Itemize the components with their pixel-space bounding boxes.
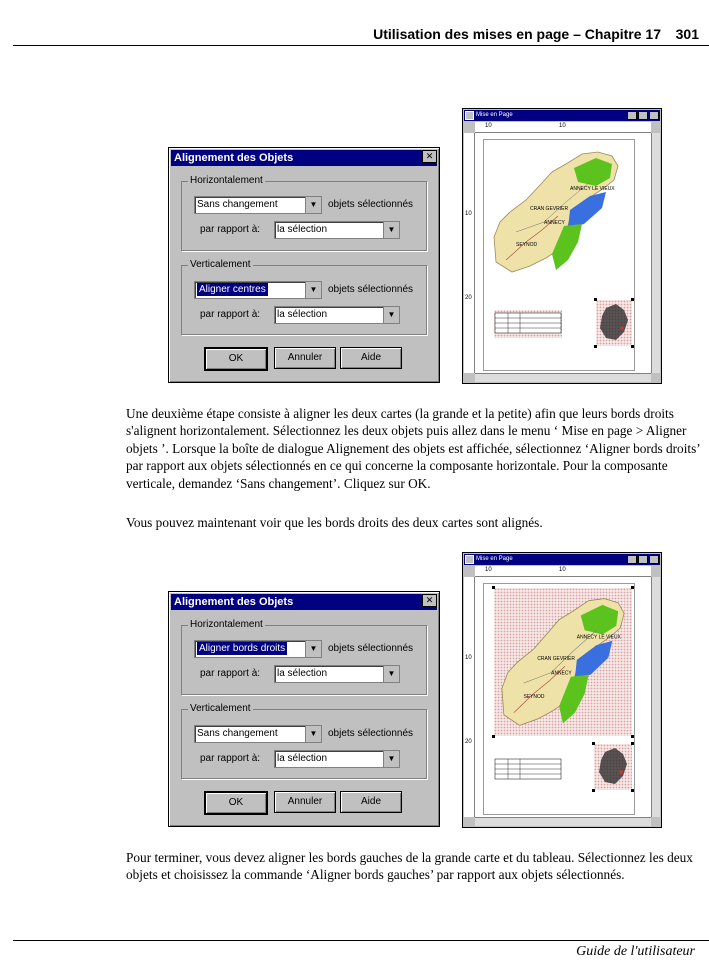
footer-rule: [13, 940, 709, 941]
map-label: ANNECY LE VIEUX: [570, 186, 615, 192]
horizontal-relative-value: la sélection: [277, 668, 328, 679]
horizontal-scrollbar[interactable]: [475, 373, 651, 382]
maximize-icon[interactable]: [638, 111, 648, 120]
horizontal-group: [181, 175, 427, 251]
selection-handle[interactable]: [592, 789, 595, 792]
window-controls: [626, 111, 659, 119]
relative-label: par rapport à:: [200, 753, 261, 764]
cancel-button[interactable]: Annuler: [274, 347, 336, 369]
ruler-tick-label: 10: [485, 123, 492, 129]
vertical-ruler: [464, 577, 475, 817]
ruler-tick-label: 10: [465, 211, 472, 217]
relative-label: par rapport à:: [200, 309, 261, 320]
system-menu-icon[interactable]: [465, 555, 474, 564]
vertical-group: [181, 703, 427, 779]
relative-label: par rapport à:: [200, 224, 261, 235]
horizontal-align-value: Sans changement: [197, 199, 278, 210]
vertical-align-select[interactable]: [194, 281, 322, 299]
data-table-object[interactable]: [494, 756, 562, 782]
alignment-dialog-1: [168, 147, 440, 383]
ruler-tick-label: 10: [465, 655, 472, 661]
chevron-down-icon[interactable]: ▼: [383, 222, 399, 238]
window-controls: [626, 555, 659, 563]
horizontal-group: [181, 619, 427, 695]
layout-window-1: [462, 108, 662, 384]
vertical-scrollbar[interactable]: [651, 133, 660, 373]
map-label: CRAN GEVRIER: [530, 206, 569, 212]
cancel-button[interactable]: Annuler: [274, 791, 336, 813]
map-label: ANNECY: [544, 220, 565, 226]
page-number: 301: [675, 26, 699, 42]
objects-label: objets sélectionnés: [328, 643, 414, 654]
vertical-align-value: Aligner centres: [199, 284, 266, 295]
horizontal-align-value: Aligner bords droits: [199, 643, 286, 654]
horizontal-relative-select[interactable]: [274, 665, 400, 683]
close-icon[interactable]: [649, 555, 659, 564]
chevron-down-icon[interactable]: ▼: [383, 751, 399, 767]
selection-handle[interactable]: [594, 298, 597, 301]
selection-handle[interactable]: [631, 345, 634, 348]
page-sheet: [483, 139, 635, 371]
ok-button[interactable]: OK: [204, 347, 268, 371]
paragraph-2: Vous pouvez maintenant voir que les bords droits des deux cartes sont alignés.: [126, 515, 543, 530]
large-map: [494, 588, 632, 736]
france-map: [594, 744, 632, 790]
vertical-scrollbar[interactable]: [651, 577, 660, 817]
selection-handle[interactable]: [492, 586, 495, 589]
objects-label: objets sélectionnés: [328, 199, 414, 210]
map-label: ANNECY: [551, 670, 572, 677]
chevron-down-icon[interactable]: ▼: [305, 726, 321, 742]
map-label: CRAN GEVRIER: [537, 655, 575, 662]
chevron-down-icon[interactable]: ▼: [383, 307, 399, 323]
vertical-group-label: Verticalement: [190, 703, 251, 714]
large-map-object[interactable]: [494, 588, 632, 736]
horizontal-relative-value: la sélection: [277, 224, 328, 235]
france-map: [596, 300, 632, 346]
selection-handle[interactable]: [631, 742, 634, 745]
horizontal-ruler: [475, 122, 651, 133]
paragraph-1: Une deuxième étape consiste à aligner les deux cartes (la grande et la petite) afin que leurs bords droits s'alignent horizontalement. Sélectionnez les deux objets puis allez dans le menu ‘ Mise en page > Aligner objets ’. Lorsque la boîte de dialogue Alignement des objets est affichée, sélectionnez ‘Aligner bords droits’ par rapport aux objets sélectionnés en ce qui concerne la composante horizontale. Pour la composante verticale, demandez ‘Sans changement’. Cliquez sur OK.: [126, 406, 700, 491]
ruler-tick-label: 10: [559, 567, 566, 573]
horizontal-align-select[interactable]: [194, 196, 322, 214]
close-button[interactable]: ✕: [422, 594, 437, 607]
horizontal-group-label: Horizontalement: [190, 175, 263, 186]
vertical-group-label: Verticalement: [190, 259, 251, 270]
close-icon[interactable]: [649, 111, 659, 120]
header-title: Utilisation des mises en page – Chapitre 17: [373, 26, 661, 42]
help-button[interactable]: Aide: [340, 347, 402, 369]
chevron-down-icon[interactable]: ▼: [305, 282, 321, 298]
selection-handle[interactable]: [594, 345, 597, 348]
horizontal-scrollbar[interactable]: [475, 817, 651, 826]
layout-canvas[interactable]: [475, 577, 651, 817]
window-title: Mise en Page: [464, 110, 660, 121]
vertical-align-select[interactable]: [194, 725, 322, 743]
small-map-object[interactable]: [596, 300, 632, 346]
dialog-title: Alignement des Objets: [171, 150, 437, 166]
large-map[interactable]: [486, 142, 626, 282]
ruler-tick-label: 20: [465, 739, 472, 745]
alignment-dialog-2: [168, 591, 440, 827]
horizontal-group-label: Horizontalement: [190, 619, 263, 630]
ruler-tick-label: 10: [559, 123, 566, 129]
vertical-relative-value: la sélection: [277, 309, 328, 320]
vertical-ruler: [464, 133, 475, 373]
header-rule: [13, 45, 709, 46]
horizontal-relative-select[interactable]: [274, 221, 400, 239]
vertical-group: [181, 259, 427, 335]
relative-label: par rapport à:: [200, 668, 261, 679]
chevron-down-icon[interactable]: ▼: [305, 641, 321, 657]
table-grid: [494, 756, 562, 782]
ok-button[interactable]: OK: [204, 791, 268, 815]
dialog-title: Alignement des Objets: [171, 594, 437, 610]
close-button[interactable]: ✕: [422, 150, 437, 163]
table-grid: [494, 310, 562, 338]
selection-handle[interactable]: [631, 586, 634, 589]
data-table-object[interactable]: [494, 310, 562, 338]
minimize-icon[interactable]: [627, 555, 637, 564]
small-map-object[interactable]: [594, 744, 632, 790]
selection-handle[interactable]: [492, 735, 495, 738]
chevron-down-icon[interactable]: ▼: [383, 666, 399, 682]
footer-text: Guide de l'utilisateur: [576, 944, 695, 959]
vertical-relative-select[interactable]: [274, 306, 400, 324]
page-header: [0, 26, 709, 46]
minimize-icon[interactable]: [627, 111, 637, 120]
selection-handle[interactable]: [631, 735, 634, 738]
selection-handle[interactable]: [592, 742, 595, 745]
ruler-tick-label: 20: [465, 295, 472, 301]
horizontal-ruler: [475, 566, 651, 577]
map-label: SEYNOD: [516, 242, 538, 248]
selection-handle[interactable]: [631, 298, 634, 301]
maximize-icon[interactable]: [638, 555, 648, 564]
ruler-tick-label: 10: [485, 567, 492, 573]
chevron-down-icon[interactable]: ▼: [305, 197, 321, 213]
system-menu-icon[interactable]: [465, 111, 474, 120]
objects-label: objets sélectionnés: [328, 284, 414, 295]
selection-handle[interactable]: [631, 789, 634, 792]
layout-canvas[interactable]: [475, 133, 651, 373]
window-title: Mise en Page: [464, 554, 660, 565]
vertical-align-value: Sans changement: [197, 728, 278, 739]
help-button[interactable]: Aide: [340, 791, 402, 813]
objects-label: objets sélectionnés: [328, 728, 414, 739]
vertical-relative-select[interactable]: [274, 750, 400, 768]
map-label: SEYNOD: [523, 693, 545, 701]
page-sheet: [483, 583, 635, 815]
vertical-relative-value: la sélection: [277, 753, 328, 764]
horizontal-align-select[interactable]: [194, 640, 322, 658]
map-label: ANNECY LE VIEUX: [576, 634, 621, 641]
paragraph-3: Pour terminer, vous devez aligner les bords gauches de la grande carte et du tableau. Sélectionnez les deux objets et choisissez la commande ‘Aligner bords gauches’ par rapport aux objets sélectionnés.: [126, 850, 693, 883]
layout-window-2: [462, 552, 662, 828]
